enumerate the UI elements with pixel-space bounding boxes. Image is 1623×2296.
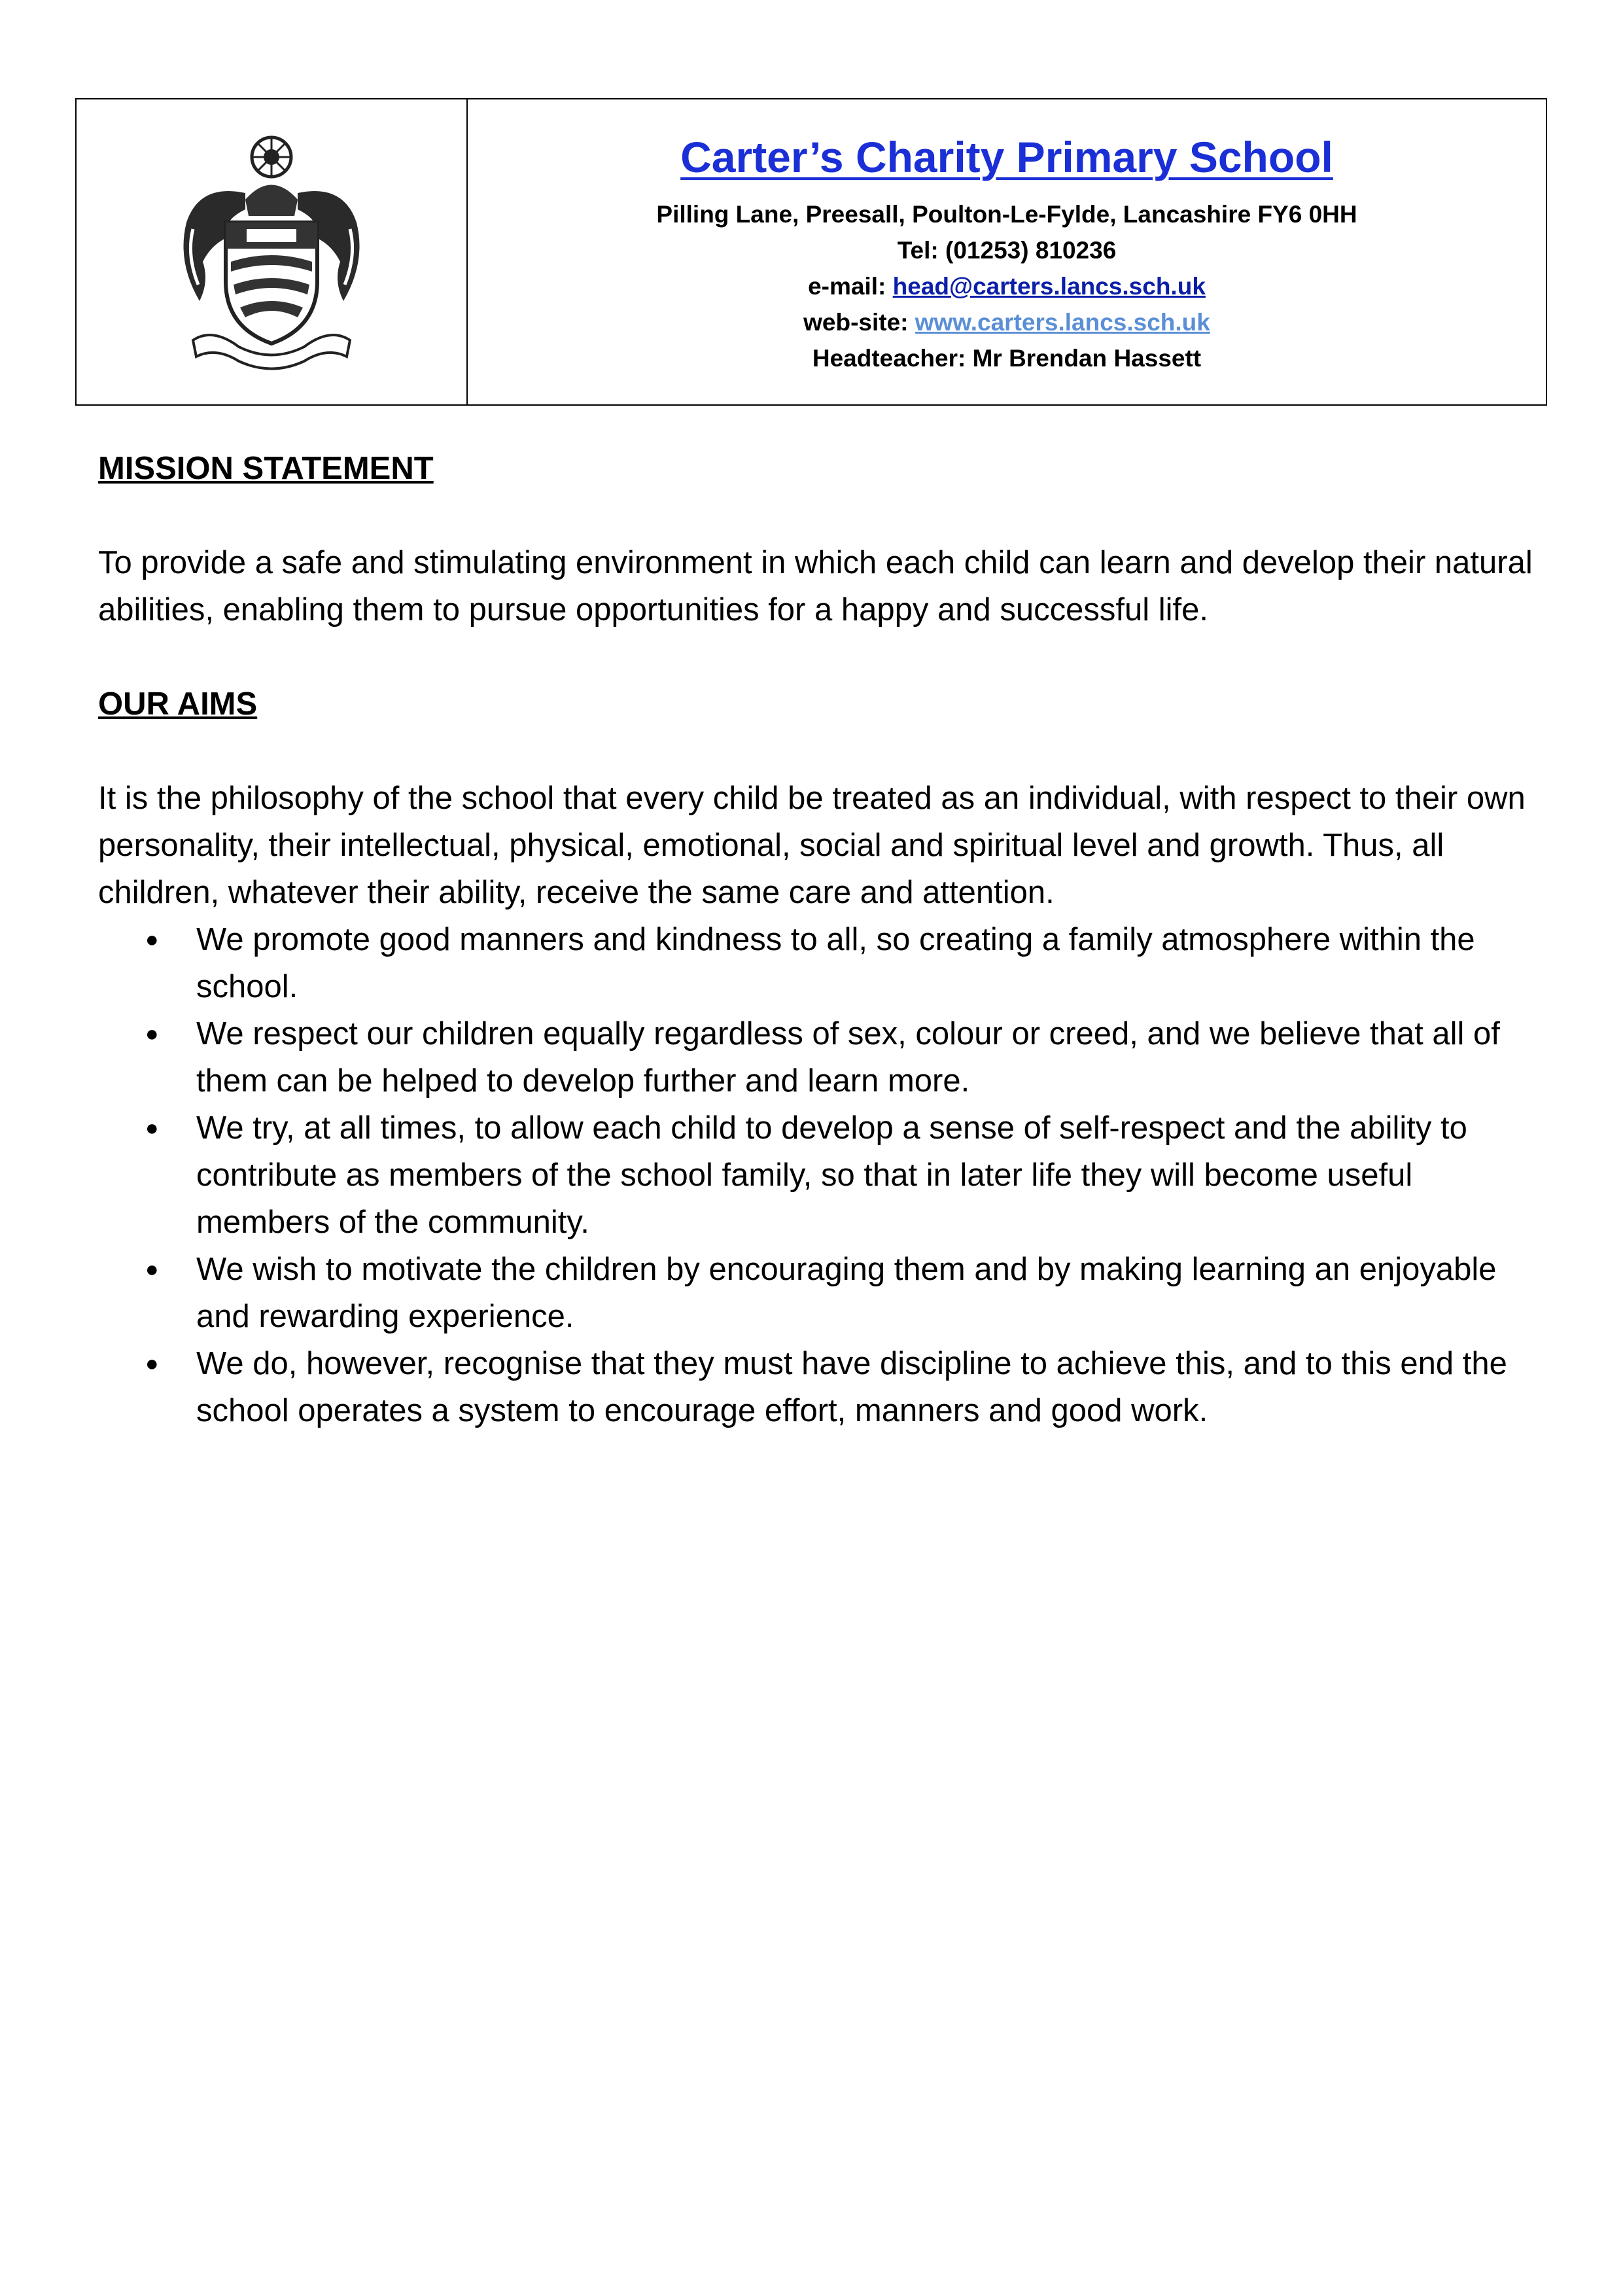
list-item: ● We wish to motivate the children by encouraging them and by making learning an enjoyable and rewarding experience. xyxy=(196,1246,1537,1340)
document-body xyxy=(98,445,1537,1434)
list-item: ● We respect our children equally regardless of sex, colour or creed, and we believe that all of them can be helped to develop further and learn more. xyxy=(196,1010,1537,1104)
website-label: web-site: xyxy=(803,309,915,336)
letterhead-box xyxy=(75,98,1547,406)
school-name: Carter’s Charity Primary School xyxy=(680,133,1333,181)
school-telephone: Tel: (01253) 810236 xyxy=(897,237,1117,264)
email-label: e-mail: xyxy=(808,273,893,300)
school-crest-icon xyxy=(173,131,370,373)
website-line xyxy=(803,304,1210,340)
list-item: ● We try, at all times, to allow each child to develop a sense of self-respect and the ability to contribute as members of the school family, so that in later life they will become useful members of the community. xyxy=(196,1104,1537,1246)
aims-heading: OUR AIMS xyxy=(98,686,258,722)
logo-cell xyxy=(77,99,468,404)
aims-intro: It is the philosophy of the school that every child be treated as an individual, with respect to their own personality, their intellectual, physical, emotional, social and spiritual level and growth. Thus, all children, whatever their ability, receive the same care and attention. xyxy=(98,781,1526,910)
email-line xyxy=(808,268,1206,304)
mission-heading: MISSION STATEMENT xyxy=(98,451,434,486)
headteacher: Headteacher: Mr Brendan Hassett xyxy=(812,345,1202,372)
school-info xyxy=(468,99,1546,404)
aims-list xyxy=(98,916,1537,1434)
school-address: Pilling Lane, Preesall, Poulton-Le-Fylde, Lancashire FY6 0HH xyxy=(656,201,1357,228)
list-item: ● We promote good manners and kindness to all, so creating a family atmosphere within the school. xyxy=(196,916,1537,1010)
website-link[interactable]: www.carters.lancs.sch.uk xyxy=(915,309,1210,336)
email-link[interactable]: head@carters.lancs.sch.uk xyxy=(892,273,1206,300)
mission-text: To provide a safe and stimulating environment in which each child can learn and develop their natural abilities, enabling them to pursue opportunities for a happy and successful life. xyxy=(98,545,1533,627)
list-item: ● We do, however, recognise that they must have discipline to achieve this, and to this end the school operates a system to encourage effort, manners and good work. xyxy=(196,1340,1537,1434)
